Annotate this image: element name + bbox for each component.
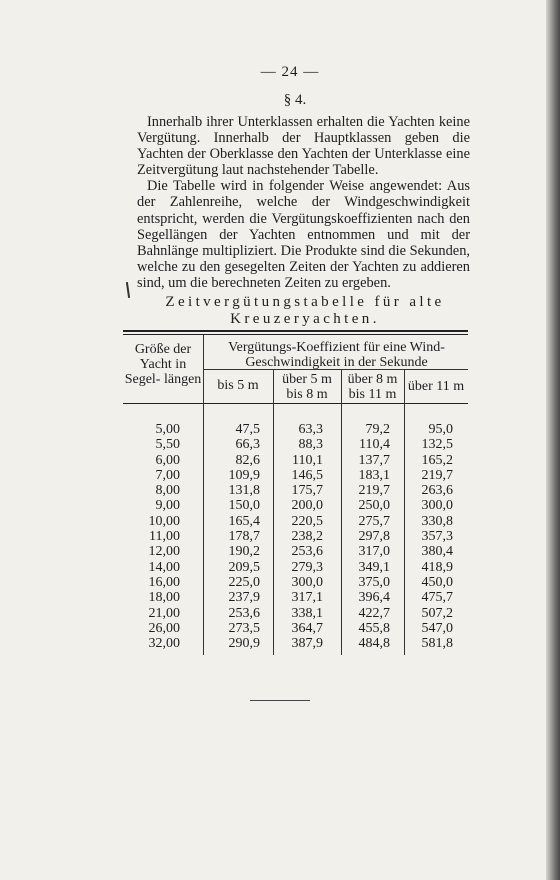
margin-pencil-mark bbox=[126, 282, 130, 298]
table-cell: 507,2 bbox=[421, 605, 453, 621]
table-cell: 220,5 bbox=[291, 513, 323, 529]
table-cell: 47,5 bbox=[235, 422, 260, 437]
table-cell: 300,0 bbox=[421, 498, 453, 514]
column-bis-5 bbox=[203, 422, 260, 651]
table-cell: 317,0 bbox=[358, 544, 390, 560]
table-cell: 253,6 bbox=[228, 605, 260, 621]
table-cell: 5,50 bbox=[155, 437, 180, 453]
table-cell: 21,00 bbox=[148, 605, 180, 621]
table-cell: 88,3 bbox=[298, 437, 323, 453]
table-cell: 357,3 bbox=[421, 529, 453, 545]
table-cell: 219,7 bbox=[421, 467, 453, 483]
header-col-8-11: über 8 m bis 11 m bbox=[347, 372, 398, 402]
table-cell: 10,00 bbox=[148, 513, 180, 529]
table-cell: 250,0 bbox=[358, 498, 390, 514]
header-bottom-rule bbox=[123, 403, 468, 404]
column-sizes bbox=[123, 422, 180, 651]
table-cell: 300,0 bbox=[291, 574, 323, 590]
table-cell: 165,2 bbox=[421, 452, 453, 468]
header-col-5-8: über 5 m bis 8 m bbox=[282, 372, 332, 402]
column-8-11 bbox=[341, 422, 390, 651]
table-cell: 131,8 bbox=[228, 483, 260, 499]
table-cell: 95,0 bbox=[428, 422, 453, 437]
table-cell: 484,8 bbox=[358, 636, 390, 652]
table-cell: 150,0 bbox=[228, 498, 260, 514]
table-cell: 79,2 bbox=[365, 422, 390, 437]
table-cell: 364,7 bbox=[291, 620, 323, 636]
table-cell: 297,8 bbox=[358, 529, 390, 545]
table-cell: 183,1 bbox=[358, 467, 390, 483]
table-top-rule bbox=[123, 330, 468, 332]
table-cell: 225,0 bbox=[228, 574, 260, 590]
table-cell: 132,5 bbox=[421, 437, 453, 453]
table-cell: 273,5 bbox=[228, 620, 260, 636]
table-cell: 238,2 bbox=[291, 529, 323, 545]
table-cell: 11,00 bbox=[149, 529, 180, 545]
section-heading: § 4. bbox=[283, 92, 307, 108]
table-cell: 14,00 bbox=[148, 559, 180, 575]
table-cell: 110,1 bbox=[292, 452, 323, 468]
table-cell: 137,7 bbox=[358, 452, 390, 468]
table-cell: 8,00 bbox=[155, 483, 180, 499]
header-yacht-size: Größe der Yacht in Segel- längen bbox=[124, 342, 202, 387]
table-cell: 190,2 bbox=[228, 544, 260, 560]
table-cell: 581,8 bbox=[421, 636, 453, 652]
table-cell: 82,6 bbox=[235, 452, 260, 468]
table-cell: 209,5 bbox=[228, 559, 260, 575]
header-col-bis-5: bis 5 m bbox=[217, 378, 259, 393]
table-cell: 317,1 bbox=[291, 590, 323, 606]
table-cell: 396,4 bbox=[358, 590, 390, 606]
table-cell: 338,1 bbox=[291, 605, 323, 621]
table-cell: 26,00 bbox=[148, 620, 180, 636]
table-cell: 165,4 bbox=[228, 513, 260, 529]
compensation-table bbox=[123, 330, 468, 660]
table-cell: 418,9 bbox=[421, 559, 453, 575]
header-coefficient: Vergütungs-Koeffizient für eine Wind- Geschwindigkeit in der Sekunde bbox=[228, 340, 445, 370]
table-cell: 455,8 bbox=[358, 620, 390, 636]
table-cell: 422,7 bbox=[358, 605, 390, 621]
column-over-11 bbox=[404, 422, 453, 651]
table-cell: 6,00 bbox=[155, 452, 180, 468]
table-cell: 178,7 bbox=[228, 529, 260, 545]
column-5-8 bbox=[273, 422, 323, 651]
table-cell: 32,00 bbox=[148, 636, 180, 652]
table-cell: 109,9 bbox=[228, 467, 260, 483]
body-text bbox=[137, 114, 470, 291]
paragraph-1: Innerhalb ihrer Unterklassen erhalten die Yachten keine Vergütung. Innerhalb der Hauptklassen geben die Yachten der Oberklasse den Yachten der Unterklasse eine Zeitvergütung laut nachstehender Tabelle. bbox=[137, 114, 470, 179]
table-cell: 7,00 bbox=[155, 467, 180, 483]
table-cell: 547,0 bbox=[421, 620, 453, 636]
table-cell: 450,0 bbox=[421, 574, 453, 590]
table-cell: 330,8 bbox=[421, 513, 453, 529]
table-title bbox=[140, 294, 470, 328]
table-cell: 9,00 bbox=[155, 498, 180, 514]
table-cell: 380,4 bbox=[421, 544, 453, 560]
footer-rule bbox=[250, 700, 310, 701]
table-title-line-2: Kreuzeryachten. bbox=[230, 311, 380, 327]
header-col-over-11: über 11 m bbox=[407, 379, 465, 394]
table-cell: 253,6 bbox=[291, 544, 323, 560]
table-cell: 66,3 bbox=[235, 437, 260, 453]
table-cell: 375,0 bbox=[358, 574, 390, 590]
table-cell: 175,7 bbox=[291, 483, 323, 499]
table-top-rule-thin bbox=[123, 334, 468, 335]
page-number: — 24 — bbox=[260, 64, 320, 80]
table-cell: 237,9 bbox=[228, 590, 260, 606]
table-cell: 219,7 bbox=[358, 483, 390, 499]
table-cell: 146,5 bbox=[291, 467, 323, 483]
table-cell: 18,00 bbox=[148, 590, 180, 606]
table-cell: 279,3 bbox=[291, 559, 323, 575]
table-title-line-1: Zeitvergütungstabelle für alte bbox=[165, 294, 445, 310]
paragraph-2: Die Tabelle wird in folgender Weise angewendet: Aus der Zahlenreihe, welche der Windgeschwindigkeit entspricht, werden die Vergütungskoeffizienten nach den Segellängen der Yachten entnommen und mit der Bahnlänge multipliziert. Die Produkte sind die Sekunden, welche zu den gesegelten Zeiten der Yachten zu addieren sind, um die berechneten Zeiten zu ergeben. bbox=[137, 178, 470, 291]
page-edge-shadow bbox=[546, 0, 560, 880]
table-cell: 349,1 bbox=[358, 559, 390, 575]
table-cell: 200,0 bbox=[291, 498, 323, 514]
table-cell: 275,7 bbox=[358, 513, 390, 529]
table-cell: 290,9 bbox=[228, 636, 260, 652]
table-cell: 63,3 bbox=[298, 422, 323, 437]
table-cell: 110,4 bbox=[359, 437, 390, 453]
table-cell: 387,9 bbox=[291, 636, 323, 652]
table-cell: 5,00 bbox=[155, 422, 180, 437]
table-cell: 475,7 bbox=[421, 590, 453, 606]
table-cell: 12,00 bbox=[148, 544, 180, 560]
table-cell: 263,6 bbox=[421, 483, 453, 499]
table-cell: 16,00 bbox=[148, 574, 180, 590]
